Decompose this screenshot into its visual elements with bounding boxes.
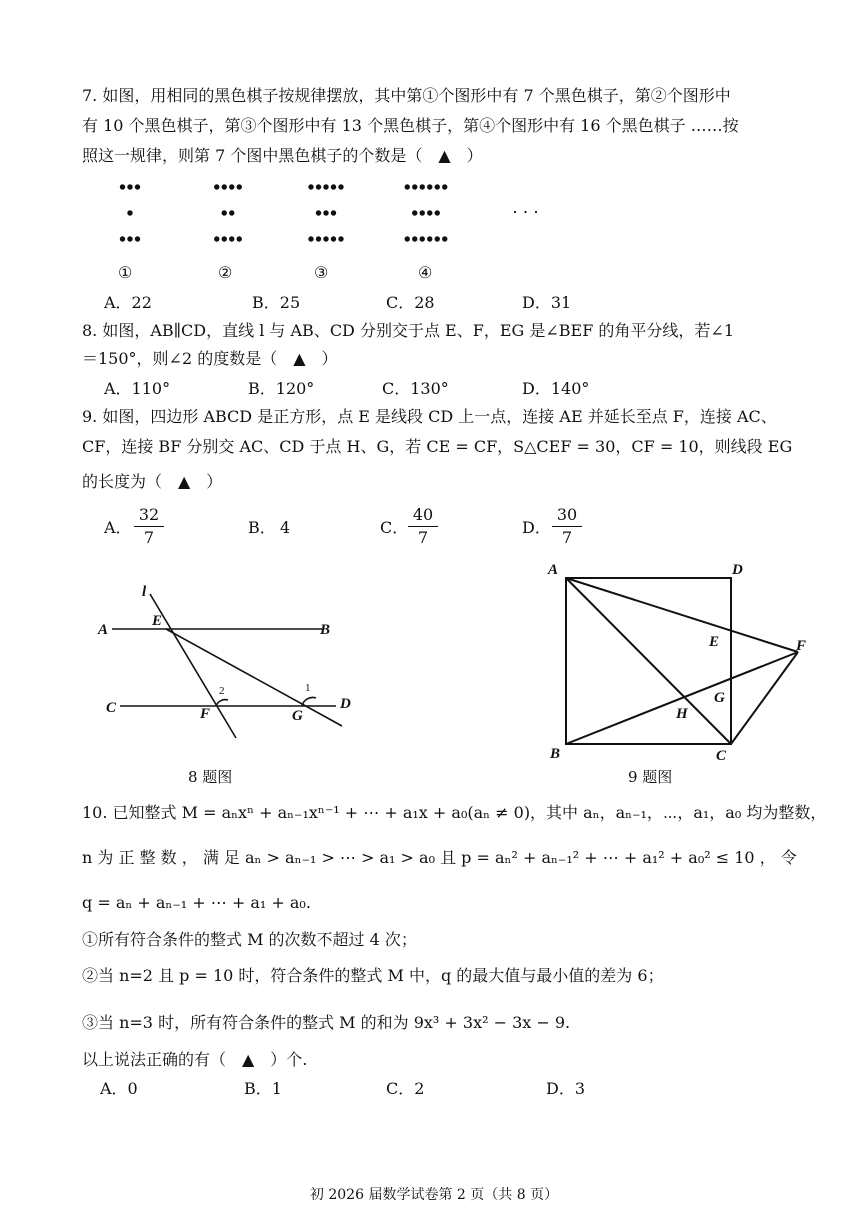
black-piece-dot [420, 184, 425, 189]
fraction-bar [408, 526, 438, 527]
q9-option-c-fraction [408, 506, 438, 547]
black-piece-dot [323, 184, 328, 189]
label-angle-2: 2 [219, 685, 225, 697]
q8-line1: 8. 如图，AB∥CD，直线 l 与 AB、CD 分别交于点 E、F，EG 是∠BEF 的角平分线，若∠1 [82, 321, 735, 340]
fraction-denominator: 7 [561, 528, 573, 547]
black-piece-dot [316, 210, 321, 215]
black-piece-dot [420, 210, 425, 215]
black-piece-dot [308, 236, 313, 241]
q9-option-d-fraction [552, 506, 582, 547]
black-piece-dot [323, 210, 328, 215]
q10-line1: 10. 已知整式 M = aₙxⁿ + aₙ₋₁xⁿ⁻¹ + ⋯ + a₁x + a₀(aₙ ≠ 0)，其中 aₙ，aₙ₋₁，⋯，a₁，a₀ 均为整数， [82, 803, 827, 822]
q7-line1: 7. 如图，用相同的黑色棋子按规律摆放，其中第①个图形中有 7 个黑色棋子，第②个图形中 [82, 86, 731, 105]
page-footer: 初 2026 届数学试卷第 2 页（共 8 页） [309, 1187, 559, 1203]
black-piece-dot [331, 184, 336, 189]
q7-option-a[interactable]: A．22 [104, 293, 152, 312]
q8-line2: ＝150°，则∠2 的度数是（ ▲ ） [82, 349, 338, 368]
q10-line2: n 为 正 整 数 ， 满 足 aₙ > aₙ₋₁ > ⋯ > a₁ > a₀ 且 p = aₙ² + aₙ₋₁² + ⋯ + a₁² + a₀² ≤ 10 ， 令 [82, 848, 797, 867]
black-piece-dot [237, 184, 242, 189]
q9-line1: 9. 如图，四边形 ABCD 是正方形，点 E 是线段 CD 上一点，连接 AE 并延长至点 F，连接 AC、 [82, 407, 777, 426]
black-piece-dot [412, 210, 417, 215]
black-piece-dot [120, 236, 125, 241]
black-piece-dot [435, 184, 440, 189]
black-piece-dot [316, 236, 321, 241]
black-piece-dot [338, 184, 343, 189]
q9-line3: 的长度为（ ▲ ） [82, 472, 223, 491]
q9-option-a-letter[interactable]: A． [104, 518, 132, 537]
q10-statement-1: ①所有符合条件的整式 M 的次数不超过 4 次； [82, 930, 417, 949]
fraction-denominator: 7 [143, 528, 155, 547]
q9-option-a-fraction [134, 506, 164, 547]
label-f: F [796, 638, 807, 654]
q10-statement-3: ③当 n=3 时，所有符合条件的整式 M 的和为 9x³ + 3x² − 3x − 9. [82, 1013, 571, 1032]
black-piece-dot [229, 210, 234, 215]
black-piece-dot [135, 236, 140, 241]
fraction-numerator: 30 [556, 505, 578, 524]
label-b: B [320, 622, 331, 638]
q7-dot-figures [100, 172, 580, 256]
label-c: C [106, 700, 117, 716]
black-piece-dot [308, 184, 313, 189]
black-piece-dot [214, 236, 219, 241]
label-c: C [716, 748, 727, 764]
q7-label-1: ① [118, 263, 133, 282]
black-piece-dot [127, 184, 132, 189]
black-piece-dot [420, 236, 425, 241]
label-d: D [732, 562, 743, 578]
q9-option-b-value: 4 [280, 518, 291, 537]
label-f: F [200, 706, 211, 722]
black-piece-dot [331, 210, 336, 215]
black-piece-dot [214, 184, 219, 189]
q9-figure-caption: 9 题图 [628, 768, 673, 786]
black-piece-dot [427, 236, 432, 241]
label-h: H [676, 706, 688, 722]
label-g: G [292, 708, 303, 724]
label-a: A [98, 622, 109, 638]
q8-option-a[interactable]: A．110° [104, 379, 171, 398]
black-piece-dot [442, 184, 447, 189]
label-b: B [550, 746, 561, 762]
label-e: E [709, 634, 720, 650]
label-g: G [714, 690, 725, 706]
label-angle-1: 1 [305, 682, 311, 694]
black-piece-dot [229, 184, 234, 189]
q7-label-3: ③ [314, 263, 329, 282]
line-bf [566, 652, 798, 744]
q7-option-d[interactable]: D．31 [522, 293, 572, 312]
fraction-numerator: 40 [412, 505, 434, 524]
q8-figure-caption: 8 题图 [188, 768, 233, 786]
q8-figure [90, 580, 380, 750]
label-l: l [142, 584, 147, 600]
black-piece-dot [222, 210, 227, 215]
black-piece-dot [412, 184, 417, 189]
q10-option-c[interactable]: C．2 [386, 1079, 425, 1098]
black-piece-dot [120, 184, 125, 189]
q8-option-d[interactable]: D．140° [522, 379, 590, 398]
q9-option-b-letter[interactable]: B． [248, 518, 276, 537]
black-piece-dot [127, 236, 132, 241]
fraction-denominator: 7 [417, 528, 429, 547]
q10-option-b[interactable]: B．1 [244, 1079, 282, 1098]
q10-option-d[interactable]: D．3 [546, 1079, 586, 1098]
q7-line3: 照这一规律，则第 7 个图中黑色棋子的个数是（ ▲ ） [82, 146, 483, 165]
angle-2-arc [216, 700, 228, 706]
black-piece-dot [229, 236, 234, 241]
black-piece-dot [316, 184, 321, 189]
q7-ellipsis: · · · [512, 202, 539, 222]
q7-option-b[interactable]: B．25 [252, 293, 301, 312]
fraction-numerator: 32 [138, 505, 160, 524]
line-af [566, 578, 798, 652]
q10-ask: 以上说法正确的有（ ▲ ）个. [82, 1050, 308, 1069]
q10-option-a[interactable]: A．0 [100, 1079, 138, 1098]
q9-option-d-letter[interactable]: D． [522, 518, 551, 537]
black-piece-dot [323, 236, 328, 241]
q7-option-c[interactable]: C．28 [386, 293, 435, 312]
black-piece-dot [237, 236, 242, 241]
black-piece-dot [442, 236, 447, 241]
q7-label-4: ④ [418, 263, 433, 282]
q8-option-c[interactable]: C．130° [382, 379, 449, 398]
black-piece-dot [222, 236, 227, 241]
black-piece-dot [412, 236, 417, 241]
q9-line2: CF，连接 BF 分别交 AC、CD 于点 H、G，若 CE = CF，S△CEF = 30，CF = 10，则线段 EG [82, 437, 793, 456]
line-ac [566, 578, 731, 744]
fraction-bar [552, 526, 582, 527]
black-piece-dot [405, 184, 410, 189]
label-e: E [152, 613, 163, 629]
fraction-bar [134, 526, 164, 527]
black-piece-dot [331, 236, 336, 241]
black-piece-dot [435, 236, 440, 241]
q8-option-b[interactable]: B．120° [248, 379, 315, 398]
q9-figure [540, 560, 820, 770]
q7-line2: 有 10 个黑色棋子，第③个图形中有 13 个黑色棋子，第④个图形中有 16 个黑色棋子 ……按 [82, 116, 739, 135]
label-d: D [340, 696, 351, 712]
black-piece-dot [135, 184, 140, 189]
q10-statement-2: ②当 n=2 且 p = 10 时，符合条件的整式 M 中，q 的最大值与最小值的差为 6； [82, 966, 664, 985]
black-piece-dot [435, 210, 440, 215]
q7-label-2: ② [218, 263, 233, 282]
black-piece-dot [427, 184, 432, 189]
black-piece-dot [427, 210, 432, 215]
line-eg [166, 629, 342, 726]
label-a: A [548, 562, 559, 578]
q9-option-c-letter[interactable]: C． [380, 518, 409, 537]
line-l [150, 594, 236, 738]
black-piece-dot [222, 184, 227, 189]
black-piece-dot [338, 236, 343, 241]
black-piece-dot [405, 236, 410, 241]
q10-line3: q = aₙ + aₙ₋₁ + ⋯ + a₁ + a₀. [82, 893, 311, 912]
black-piece-dot [127, 210, 132, 215]
